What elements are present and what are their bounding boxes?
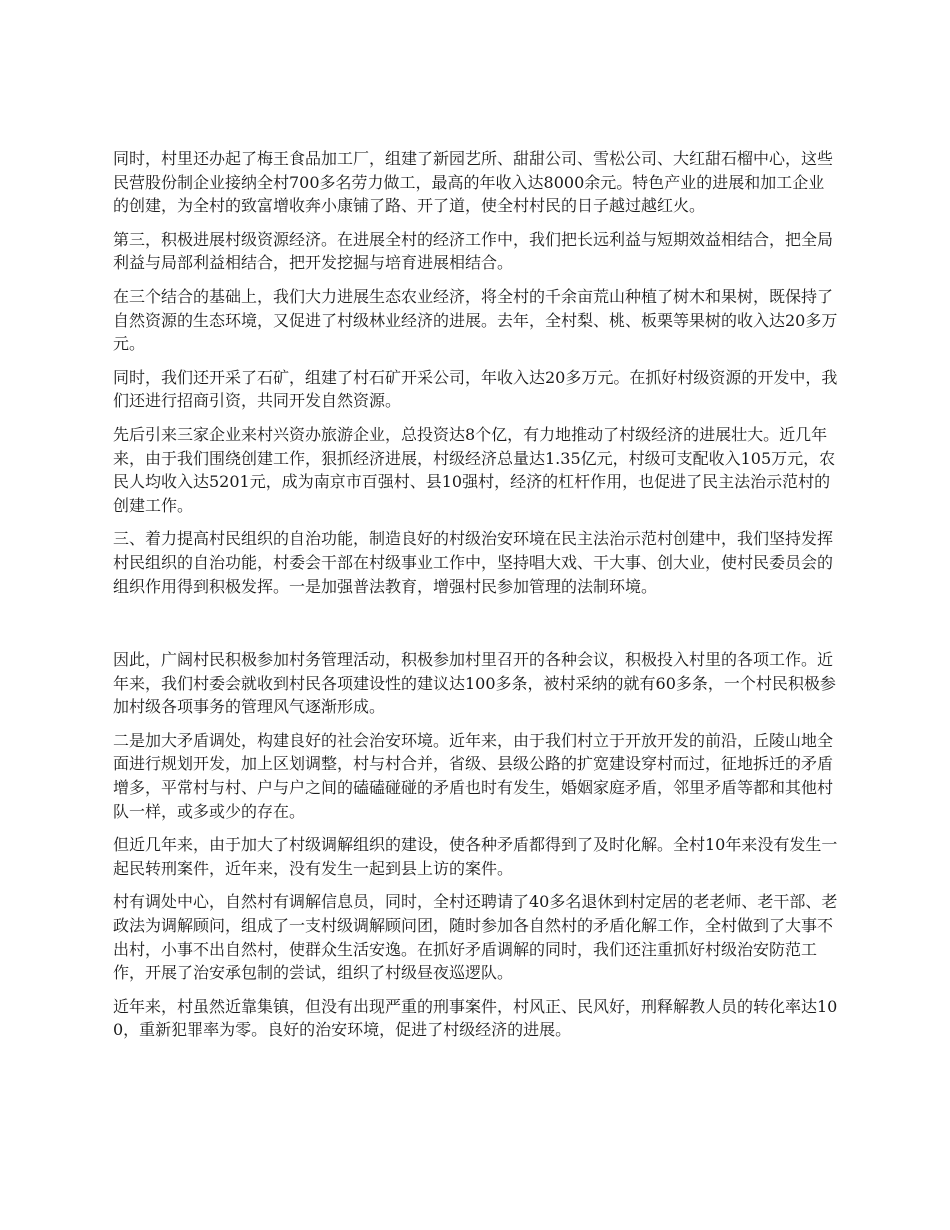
paragraph: 同时，村里还办起了梅王食品加工厂，组建了新园艺所、甜甜公司、雪松公司、大红甜石榴中心，这些民营股份制企业接纳全村700多名劳力做工，最高的年收入达8000余元。特色产业的进展和加工企业的创建，为全村的致富增收奔小康铺了路、开了道，使全村村民的日子越过越红火。	[113, 149, 834, 216]
paragraph: 在三个结合的基础上，我们大力进展生态农业经济，将全村的千余亩荒山种植了树木和果树，既保持了自然资源的生态环境，又促进了村级林业经济的进展。去年，全村梨、桃、板栗等果树的收入达20多万元。	[113, 286, 838, 354]
paragraph: 同时，我们还开采了石矿，组建了村石矿开采公司，年收入达20多万元。在抓好村级资源的开发中，我们还进行招商引资，共同开发自然资源。	[113, 367, 838, 411]
paragraph: 二是加大矛盾调处，构建良好的社会治安环境。近年来，由于我们村立于开放开发的前沿，丘陵山地全面进行规划开发，加上区划调整，村与村合并，省级、县级公路的扩宽建设穿村而过，征地拆迁的矛盾增多，平常村与村、户与户之间的磕磕碰碰的矛盾也时有发生，婚姻家庭矛盾，邻里矛盾等都和其他村队一样，或多或少的存在。	[113, 730, 834, 821]
paragraph: 三、着力提高村民组织的自治功能，制造良好的村级治安环境在民主法治示范村创建中，我们坚持发挥村民组织的自治功能，村委会干部在村级事业工作中，坚持唱大戏、干大事、创大业，使村民委员会的组织作用得到积极发挥。一是加强普法教育，增强村民参加管理的法制环境。	[113, 529, 834, 596]
paragraph: 近年来，村虽然近靠集镇，但没有出现严重的刑事案件，村风正、民风好，刑释解教人员的转化率达100，重新犯罪率为零。良好的治安环境，促进了村级经济的进展。	[113, 996, 838, 1040]
paragraph: 第三，积极进展村级资源经济。在进展全村的经济工作中，我们把长远利益与短期效益相结合，把全局利益与局部利益相结合，把开发挖掘与培育进展相结合。	[113, 229, 834, 273]
paragraph: 村有调处中心，自然村有调解信息员，同时，全村还聘请了40多名退休到村定居的老老师、老干部、老政法为调解顾问，组成了一支村级调解顾问团，随时参加各自然村的矛盾化解工作，全村做到了大事不出村，小事不出自然村，使群众生活安逸。在抓好矛盾调解的同时，我们还注重抓好村级治安防范工作，开展了治安承包制的尝试，组织了村级昼夜巡逻队。	[113, 892, 838, 983]
paragraph: 因此，广阔村民积极参加村务管理活动，积极参加村里召开的各种会议，积极投入村里的各项工作。近年来，我们村委会就收到村民各项建设性的建议达100多条，被村采纳的就有60多条，一个村民积极参加村级各项事务的管理风气逐渐形成。	[113, 650, 836, 717]
paragraph: 但近几年来，由于加大了村级调解组织的建设，使各种矛盾都得到了及时化解。全村10年来没有发生一起民转刑案件，近年来，没有发生一起到县上访的案件。	[113, 835, 838, 878]
paragraph: 先后引来三家企业来村兴资办旅游企业，总投资达8个亿，有力地推动了村级经济的进展壮大。近几年来，由于我们围绕创建工作，狠抓经济进展，村级经济总量达1.35亿元，村级可支配收入105万元，农民人均收入达5201元，成为南京市百强村、县10强村，经济的杠杆作用，也促进了民主法治示范村的创建工作。	[113, 424, 836, 515]
document-body	[113, 147, 840, 1052]
